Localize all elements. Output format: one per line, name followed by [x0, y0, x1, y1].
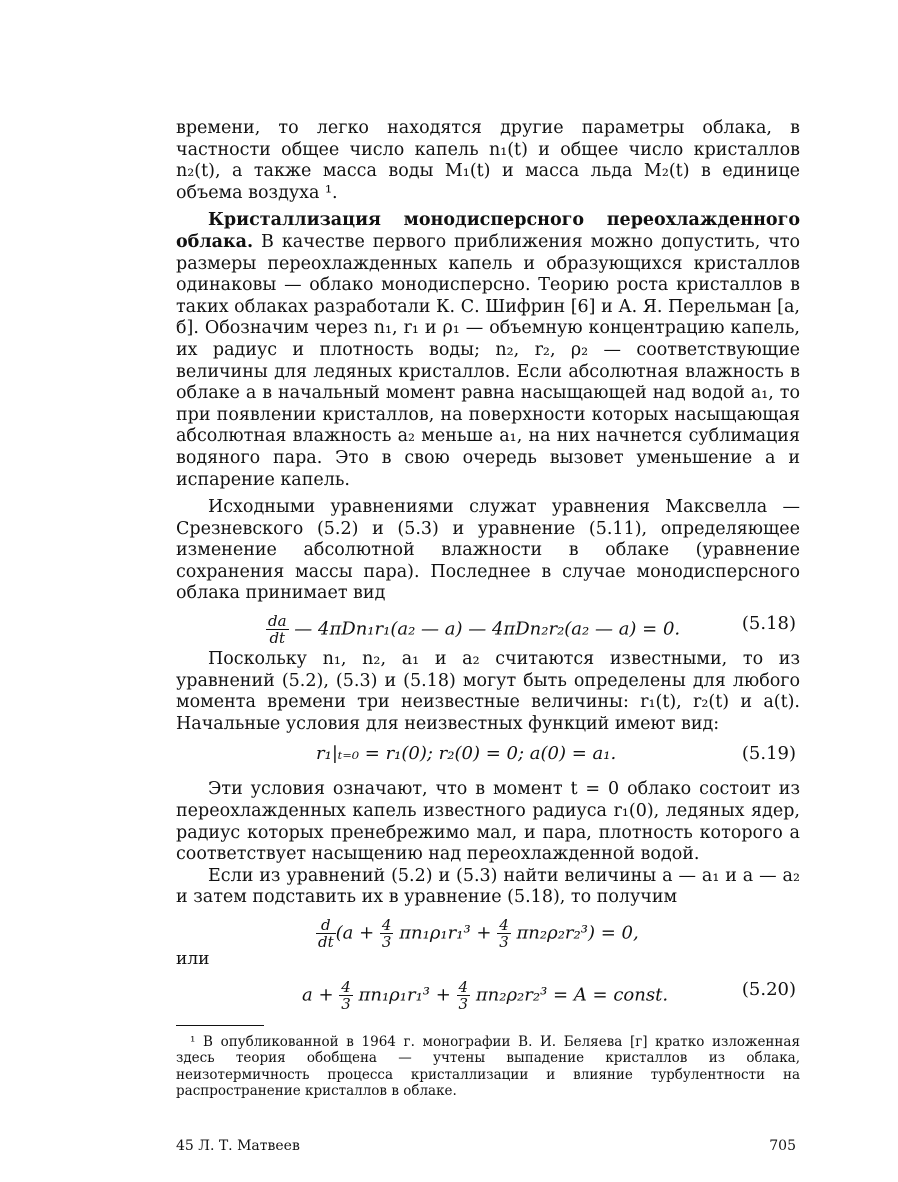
equation-derivative: $\frac{d}{dt}$ (a + $\frac{4}{3}$ πn₁ρ₁r₁³ + $\frac{4}{3}$ πn₂ρ₂r₂³) = 0, — [318, 916, 639, 951]
paragraph-substitute: Если из уравнений (5.2) и (5.3) найти величины a — a₁ и a — a₂ и затем подставить их в уравнение (5.18), то получим — [176, 865, 800, 908]
equation-number: (5.19) — [741, 743, 796, 765]
equation-5-20: a + $\frac{4}{3}$ πn₁ρ₁r₁³ + $\frac{4}{3}$ πn₂ρ₂r₂³ = A = const. (5.20) — [302, 977, 796, 1013]
equation-5-18: $\frac{da}{dt}$ — 4πDn₁r₁(a₂ — a) — 4πDn₂r₂(a₂ — a) = 0. (5.18) — [268, 612, 796, 648]
equation-number: (5.18) — [741, 613, 796, 635]
footnote-rule — [176, 1025, 264, 1026]
paragraph-text: В качестве первого приближения можно допустить, что размеры переохлажденных капель и образующихся кристаллов одинаковы — облако монодисперсно. Теорию роста кристаллов в таких облаках разработали К. С. Шифрин [6] и А. Я. Перельман [а, б]. Обозначим через n₁, r₁ и ρ₁ — объемную концентрацию капель, их радиус и плотность воды; n₂, r₂, ρ₂ — соответствующие величины для ледяных кристаллов. Если абсолютная влажность в облаке a в начальный момент равна насыщающей над водой a₁, то при появлении кристаллов, на поверхности которых насыщающая абсолютная влажность a₂ меньше a₁, на них начнется сублимация водяного пара. Это в свою очередь вызовет уменьшение a и испарение капель. — [176, 231, 800, 490]
word-or: или — [176, 949, 210, 969]
paragraph-equations-intro: Исходными уравнениями служат уравнения Максвелла — Срезневского (5.2) и (5.3) и уравнение (5.11), определяющее изменение абсолютной влажности в облаке (уравнение сохранения массы пара). Последнее в случае монодисперсного облака принимает вид — [176, 497, 800, 604]
section-heading: Кристаллизация монодисперсного переохлажденного облака. — [176, 210, 800, 252]
footnote: ¹ В опубликованной в 1964 г. монографии В. И. Беляева [г] кратко изложенная здесь теория обобщена — учтены выпадение кристаллов из облака, неизотермичность процесса кристаллизации и влияние турбулентности на распространение кристаллов в облаке. — [176, 1033, 800, 1100]
fraction: $\frac{da}{dt}$ — [268, 612, 287, 648]
paragraph-intro: времени, то легко находятся другие параметры облака, в частности общее число капель n₁(t) и общее число кристаллов n₂(t), а также масса воды M₁(t) и масса льда M₂(t) в единице объема воздуха ¹. — [176, 118, 800, 203]
paragraph-conditions: Эти условия означают, что в момент t = 0 облако состоит из переохлажденных капель известного радиуса r₁(0), ледяных ядер, радиус которых пренебрежимо мал, и пара, плотность которого a соответствует насыщению над переохлажденной водой. — [176, 779, 800, 865]
equation-number: (5.20) — [741, 978, 796, 1000]
page-number: 705 — [769, 1138, 796, 1154]
paragraph-unknowns: Поскольку n₁, n₂, a₁ и a₂ считаются известными, то из уравнений (5.2), (5.3) и (5.18) могут быть определены для любого момента времени три неизвестные величины: r₁(t), r₂(t) и a(t). Начальные условия для неизвестных функций имеют вид: — [176, 649, 800, 734]
page-body — [176, 118, 800, 1100]
paragraph-crystallization — [176, 210, 800, 491]
signature-mark: 45 Л. Т. Матвеев — [176, 1138, 300, 1154]
equation-5-19: r₁|ₜ₌₀ = r₁(0); r₂(0) = 0; a(0) = a₁. (5.19) — [316, 743, 796, 765]
